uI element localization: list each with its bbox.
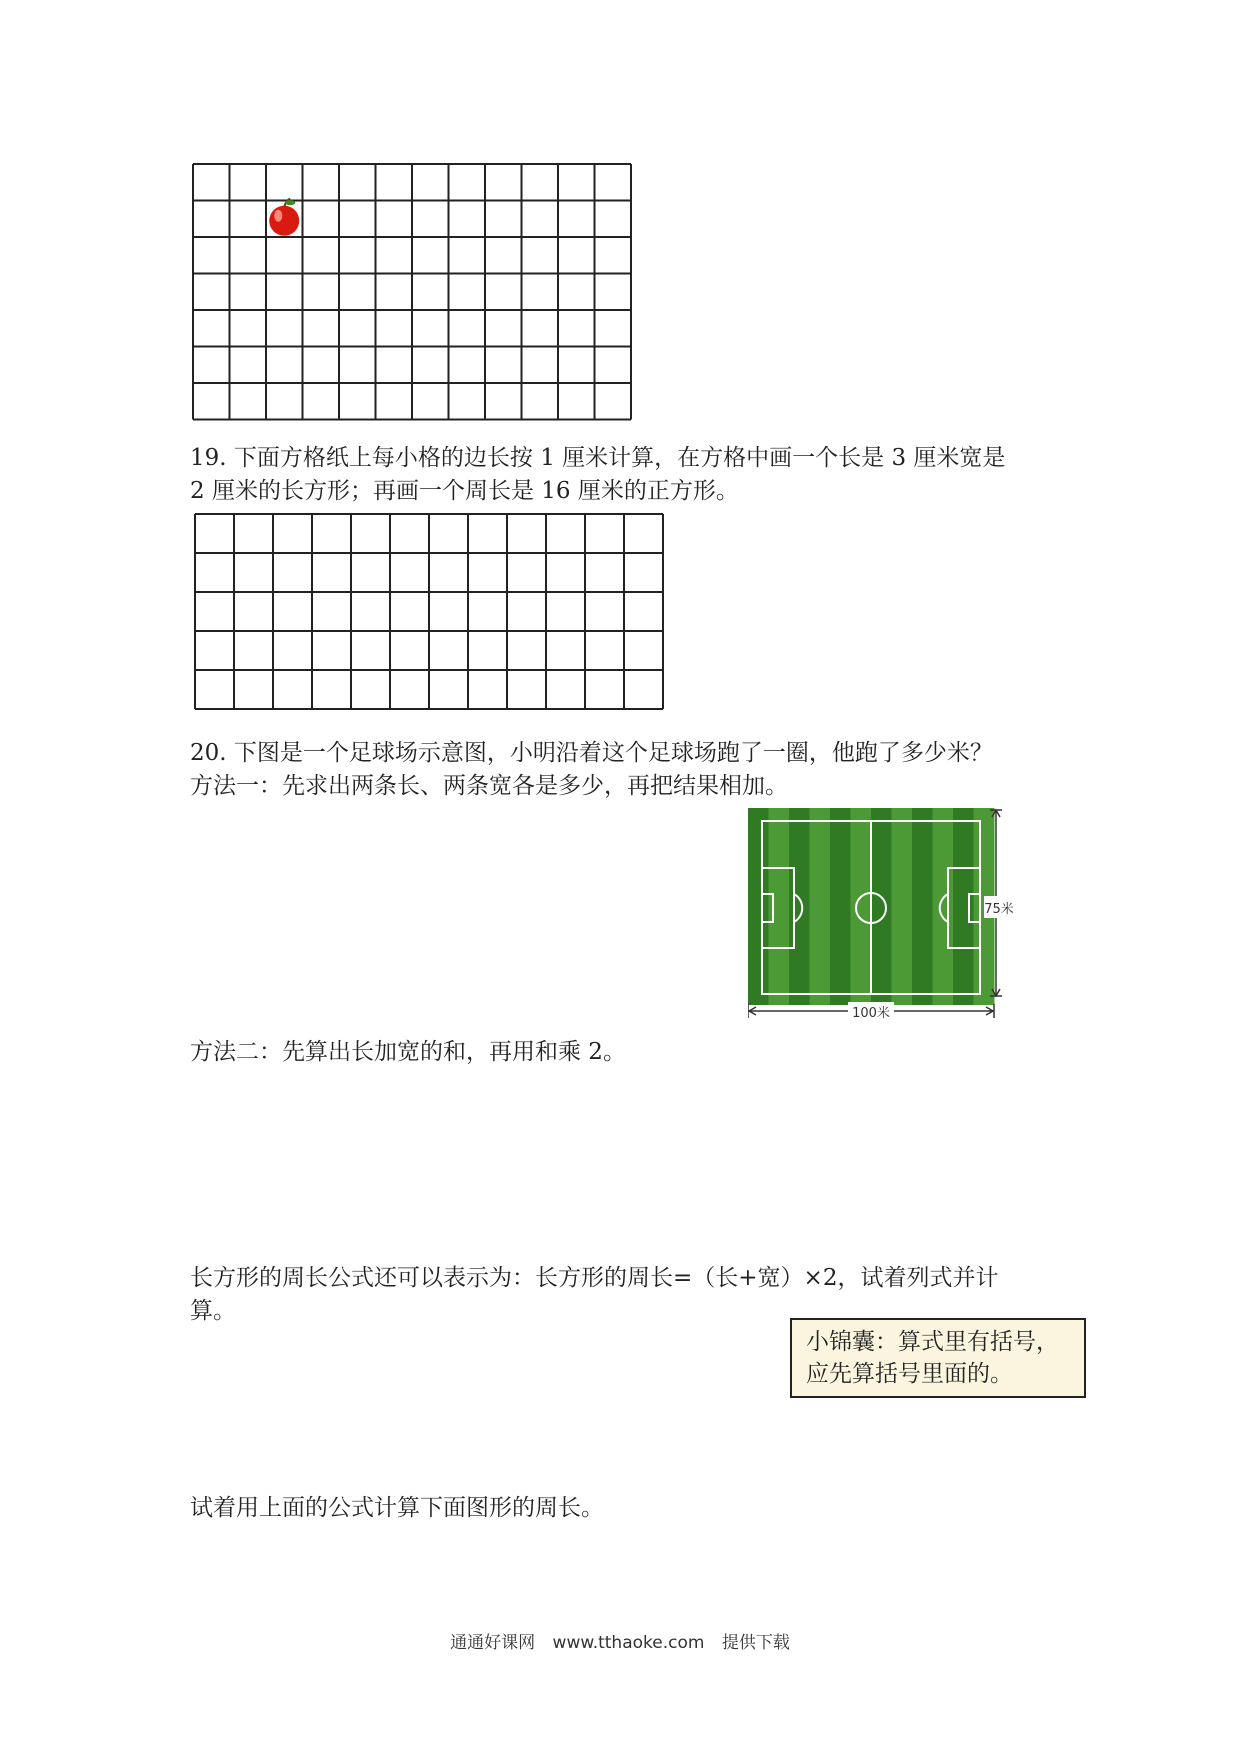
- grass-stripe: [748, 808, 769, 1005]
- football-field-diagram: [748, 808, 1033, 1020]
- grass-stripe: [810, 808, 831, 1005]
- footer-url[interactable]: www.tthaoke.com: [552, 1633, 705, 1653]
- football-field-svg: [748, 808, 1033, 1020]
- method-one-text: 方法一：先求出两条长、两条宽各是多少，再把结果相加。: [190, 773, 788, 799]
- tip-box: [790, 1318, 1086, 1398]
- grid-paper-top: [192, 163, 638, 431]
- width-label: 75米: [984, 902, 1014, 917]
- question-19-line-1: 19. 下面方格纸上每小格的边长按 1 厘米计算，在方格中画一个长是 3 厘米宽是: [190, 445, 1006, 471]
- grass-stripe: [830, 808, 851, 1005]
- grass-stripe: [789, 808, 810, 1005]
- grid-paper-drawing: [194, 513, 668, 721]
- grass-stripe: [892, 808, 913, 1005]
- grass-stripe: [871, 808, 892, 1005]
- footer-suffix: 提供下载: [721, 1633, 790, 1653]
- length-label: 100米: [852, 1006, 890, 1020]
- grass-stripe: [769, 808, 790, 1005]
- formula-line-2: 算。: [190, 1298, 236, 1324]
- grass-stripe: [851, 808, 872, 1005]
- tip-line-2: 应先算括号里面的。: [806, 1361, 1013, 1387]
- tip-line-1: 小锦囊：算式里有括号，: [806, 1329, 1059, 1355]
- grass-stripe: [912, 808, 933, 1005]
- page-footer: [0, 1628, 1240, 1653]
- question-20-line-1: 20. 下图是一个足球场示意图，小明沿着这个足球场跑了一圈，他跑了多少米？: [190, 740, 993, 766]
- method-two-text: 方法二：先算出长加宽的和，再用和乘 2。: [190, 1039, 626, 1065]
- footer-site-name: 通通好课网: [450, 1633, 536, 1653]
- apple-icon: [269, 199, 299, 236]
- try-instruction: 试着用上面的公式计算下面图形的周长。: [190, 1495, 604, 1521]
- grass-stripe: [953, 808, 974, 1005]
- grass-stripe: [933, 808, 954, 1005]
- question-19-line-2: 2 厘米的长方形；再画一个周长是 16 厘米的正方形。: [190, 478, 739, 504]
- formula-line-1: 长方形的周长公式还可以表示为：长方形的周长=（长+宽）×2，试着列式并计: [190, 1265, 999, 1291]
